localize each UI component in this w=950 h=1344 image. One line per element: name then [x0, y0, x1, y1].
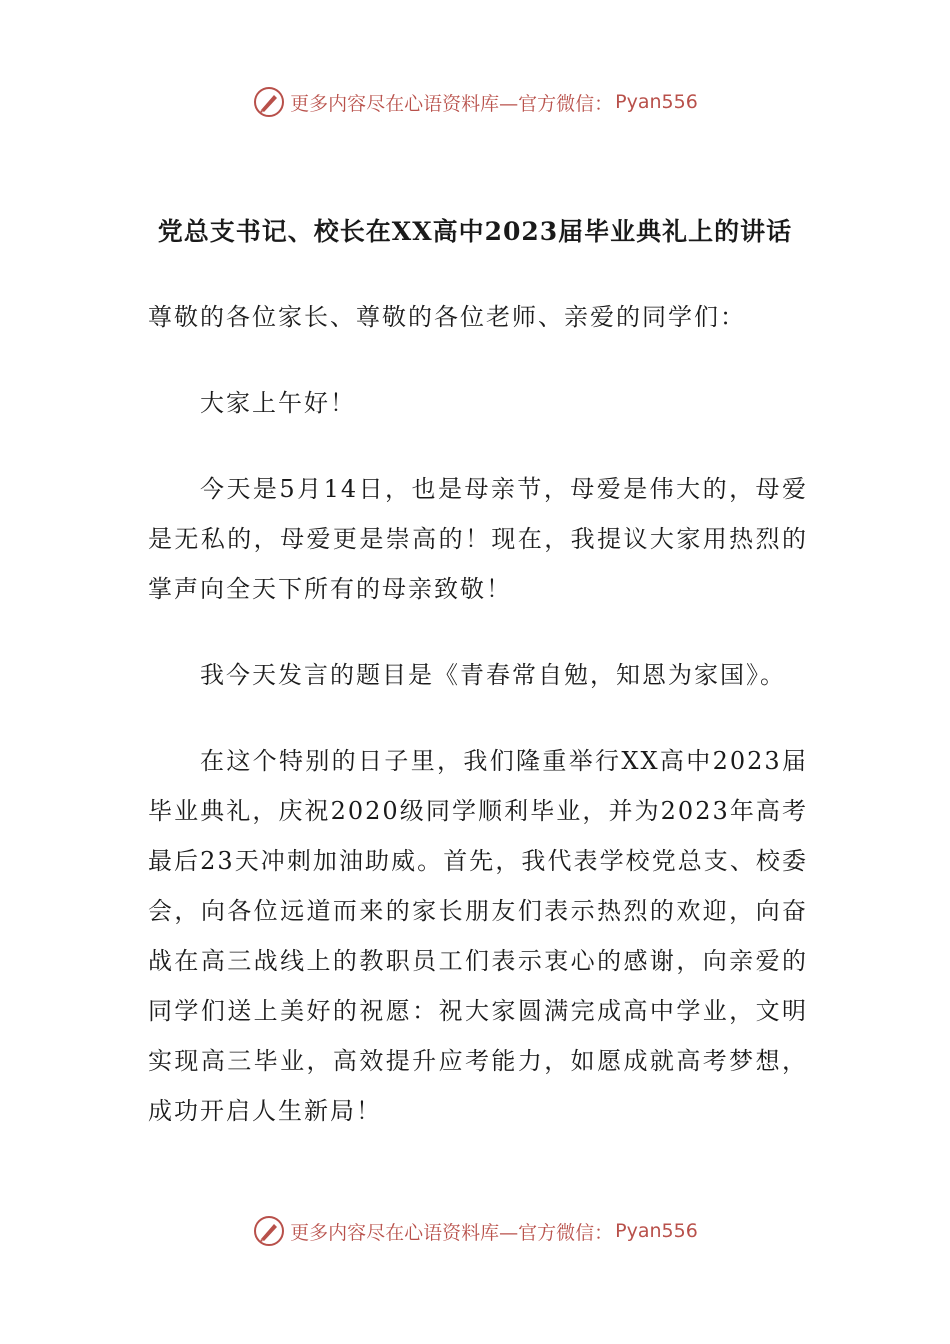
pen-logo-icon: [252, 85, 286, 119]
paragraph: 在这个特别的日子里，我们隆重举行XX高中2023届毕业典礼，庆祝2020级同学顺利毕业，并为2023年高考最后23天冲刺加油助威。首先，我代表学校党总支、校委会，向各位远道而来的家长朋友们表示热烈的欢迎，向奋战在高三战线上的教职员工们表示衷心的感谢，向亲爱的同学们送上美好的祝愿：祝大家圆满完成高中学业，文明实现高三毕业，高效提升应考能力，如愿成就高考梦想，成功开启人生新局！: [148, 747, 808, 1125]
watermark-text: 更多内容尽在心语资料库—官方微信：: [290, 1221, 614, 1244]
document-body: [148, 292, 808, 1172]
salutation: 尊敬的各位家长、尊敬的各位老师、亲爱的同学们：: [148, 303, 746, 331]
paragraph: 我今天发言的题目是《青春常自勉，知恩为家国》。: [200, 661, 786, 689]
header-watermark: [0, 82, 950, 122]
paragraph: 今天是5月14日，也是母亲节，母爱是伟大的，母爱是无私的，母爱更是崇高的！现在，我提议大家用热烈的掌声向全天下所有的母亲致敬！: [148, 475, 808, 603]
watermark-text: 更多内容尽在心语资料库—官方微信：: [290, 92, 614, 115]
pen-logo-icon: [252, 1214, 286, 1248]
watermark-handle: Pyan556: [615, 91, 698, 113]
document-title: 党总支书记、校长在XX高中2023届毕业典礼上的讲话: [157, 217, 793, 246]
watermark-handle: Pyan556: [615, 1220, 698, 1242]
footer-watermark: [0, 1211, 950, 1251]
greeting: 大家上午好！: [200, 389, 356, 417]
